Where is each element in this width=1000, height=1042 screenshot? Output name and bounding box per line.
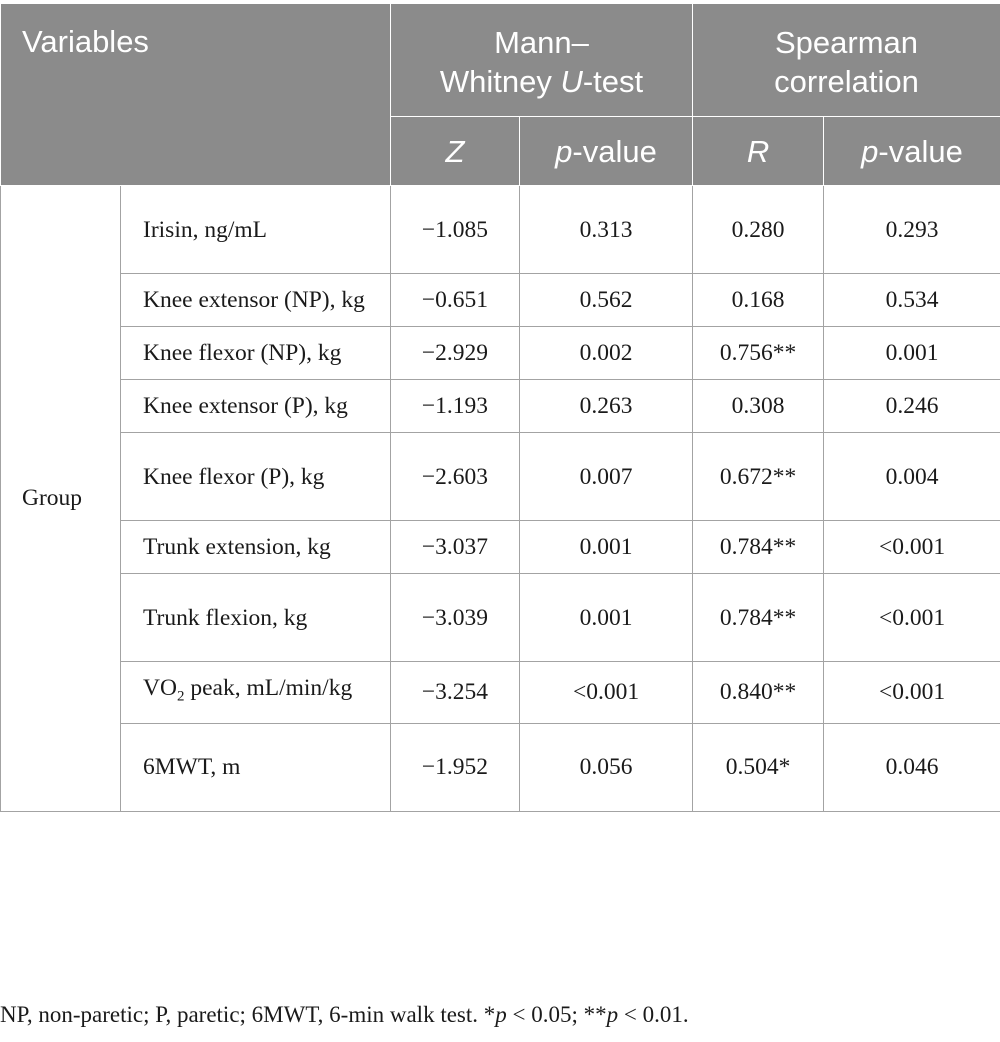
p-mw-cell: 0.313 xyxy=(520,186,693,274)
p-mw-cell: 0.002 xyxy=(520,327,693,380)
table-row xyxy=(1,521,1000,574)
z-cell: −2.603 xyxy=(391,433,520,521)
table-row xyxy=(1,662,1000,724)
variable-cell: 6MWT, m xyxy=(121,723,391,811)
header-mann-whitney-line1: Mann– xyxy=(494,25,589,60)
variable-cell: Knee flexor (P), kg xyxy=(121,433,391,521)
z-cell: −1.193 xyxy=(391,380,520,433)
p-sp-cell: 0.001 xyxy=(824,327,1000,380)
p-sp-cell: <0.001 xyxy=(824,662,1000,724)
table-row xyxy=(1,380,1000,433)
p-mw-cell: 0.001 xyxy=(520,574,693,662)
header-variables: Variables xyxy=(1,4,391,186)
header-mann-whitney-u: U xyxy=(560,64,583,99)
results-table xyxy=(0,3,1000,812)
variable-cell: Knee extensor (NP), kg xyxy=(121,274,391,327)
p-mw-cell: <0.001 xyxy=(520,662,693,724)
header-r: R xyxy=(693,117,824,186)
r-cell: 0.756** xyxy=(693,327,824,380)
p-sp-cell: 0.534 xyxy=(824,274,1000,327)
header-spearman xyxy=(693,4,1000,117)
p-sp-cell: 0.246 xyxy=(824,380,1000,433)
header-mann-whitney xyxy=(391,4,693,117)
header-z: Z xyxy=(391,117,520,186)
variable-cell: Knee flexor (NP), kg xyxy=(121,327,391,380)
table-footnote: NP, non-paretic; P, paretic; 6MWT, 6-min walk test. *p < 0.05; **p < 0.01. xyxy=(0,1002,689,1027)
variable-cell: Knee extensor (P), kg xyxy=(121,380,391,433)
r-cell: 0.308 xyxy=(693,380,824,433)
table-row xyxy=(1,574,1000,662)
r-cell: 0.168 xyxy=(693,274,824,327)
z-cell: −1.952 xyxy=(391,723,520,811)
p-mw-cell: 0.562 xyxy=(520,274,693,327)
r-cell: 0.840** xyxy=(693,662,824,724)
p-sp-cell: 0.293 xyxy=(824,186,1000,274)
table-row xyxy=(1,186,1000,274)
header-mann-whitney-line2-pre: Whitney xyxy=(439,64,561,99)
variable-cell: Trunk flexion, kg xyxy=(121,574,391,662)
r-cell: 0.784** xyxy=(693,574,824,662)
r-cell: 0.672** xyxy=(693,433,824,521)
p-mw-cell: 0.056 xyxy=(520,723,693,811)
header-spearman-line2: correlation xyxy=(774,64,919,99)
r-cell: 0.504* xyxy=(693,723,824,811)
header-mann-whitney-line2-post: -test xyxy=(582,64,644,99)
z-cell: −2.929 xyxy=(391,327,520,380)
z-cell: −3.254 xyxy=(391,662,520,724)
p-mw-cell: 0.007 xyxy=(520,433,693,521)
table-row xyxy=(1,327,1000,380)
header-p-value-mw: p-value xyxy=(520,117,693,186)
r-cell: 0.784** xyxy=(693,521,824,574)
header-spearman-line1: Spearman xyxy=(775,25,919,60)
p-sp-cell: <0.001 xyxy=(824,574,1000,662)
z-cell: −1.085 xyxy=(391,186,520,274)
header-row-group xyxy=(1,4,1000,117)
table-row xyxy=(1,723,1000,811)
variable-cell: Trunk extension, kg xyxy=(121,521,391,574)
variable-cell: $VO_2$ peak, mL/min/kg xyxy=(121,662,391,724)
p-sp-cell: 0.004 xyxy=(824,433,1000,521)
p-mw-cell: 0.263 xyxy=(520,380,693,433)
table-row xyxy=(1,433,1000,521)
variable-cell: Irisin, ng/mL xyxy=(121,186,391,274)
p-mw-cell: 0.001 xyxy=(520,521,693,574)
z-cell: −3.037 xyxy=(391,521,520,574)
r-cell: 0.280 xyxy=(693,186,824,274)
header-p-value-sp: p-value xyxy=(824,117,1000,186)
p-sp-cell: 0.046 xyxy=(824,723,1000,811)
z-cell: −0.651 xyxy=(391,274,520,327)
table-row xyxy=(1,274,1000,327)
group-label: Group xyxy=(1,186,121,812)
p-sp-cell: <0.001 xyxy=(824,521,1000,574)
z-cell: −3.039 xyxy=(391,574,520,662)
